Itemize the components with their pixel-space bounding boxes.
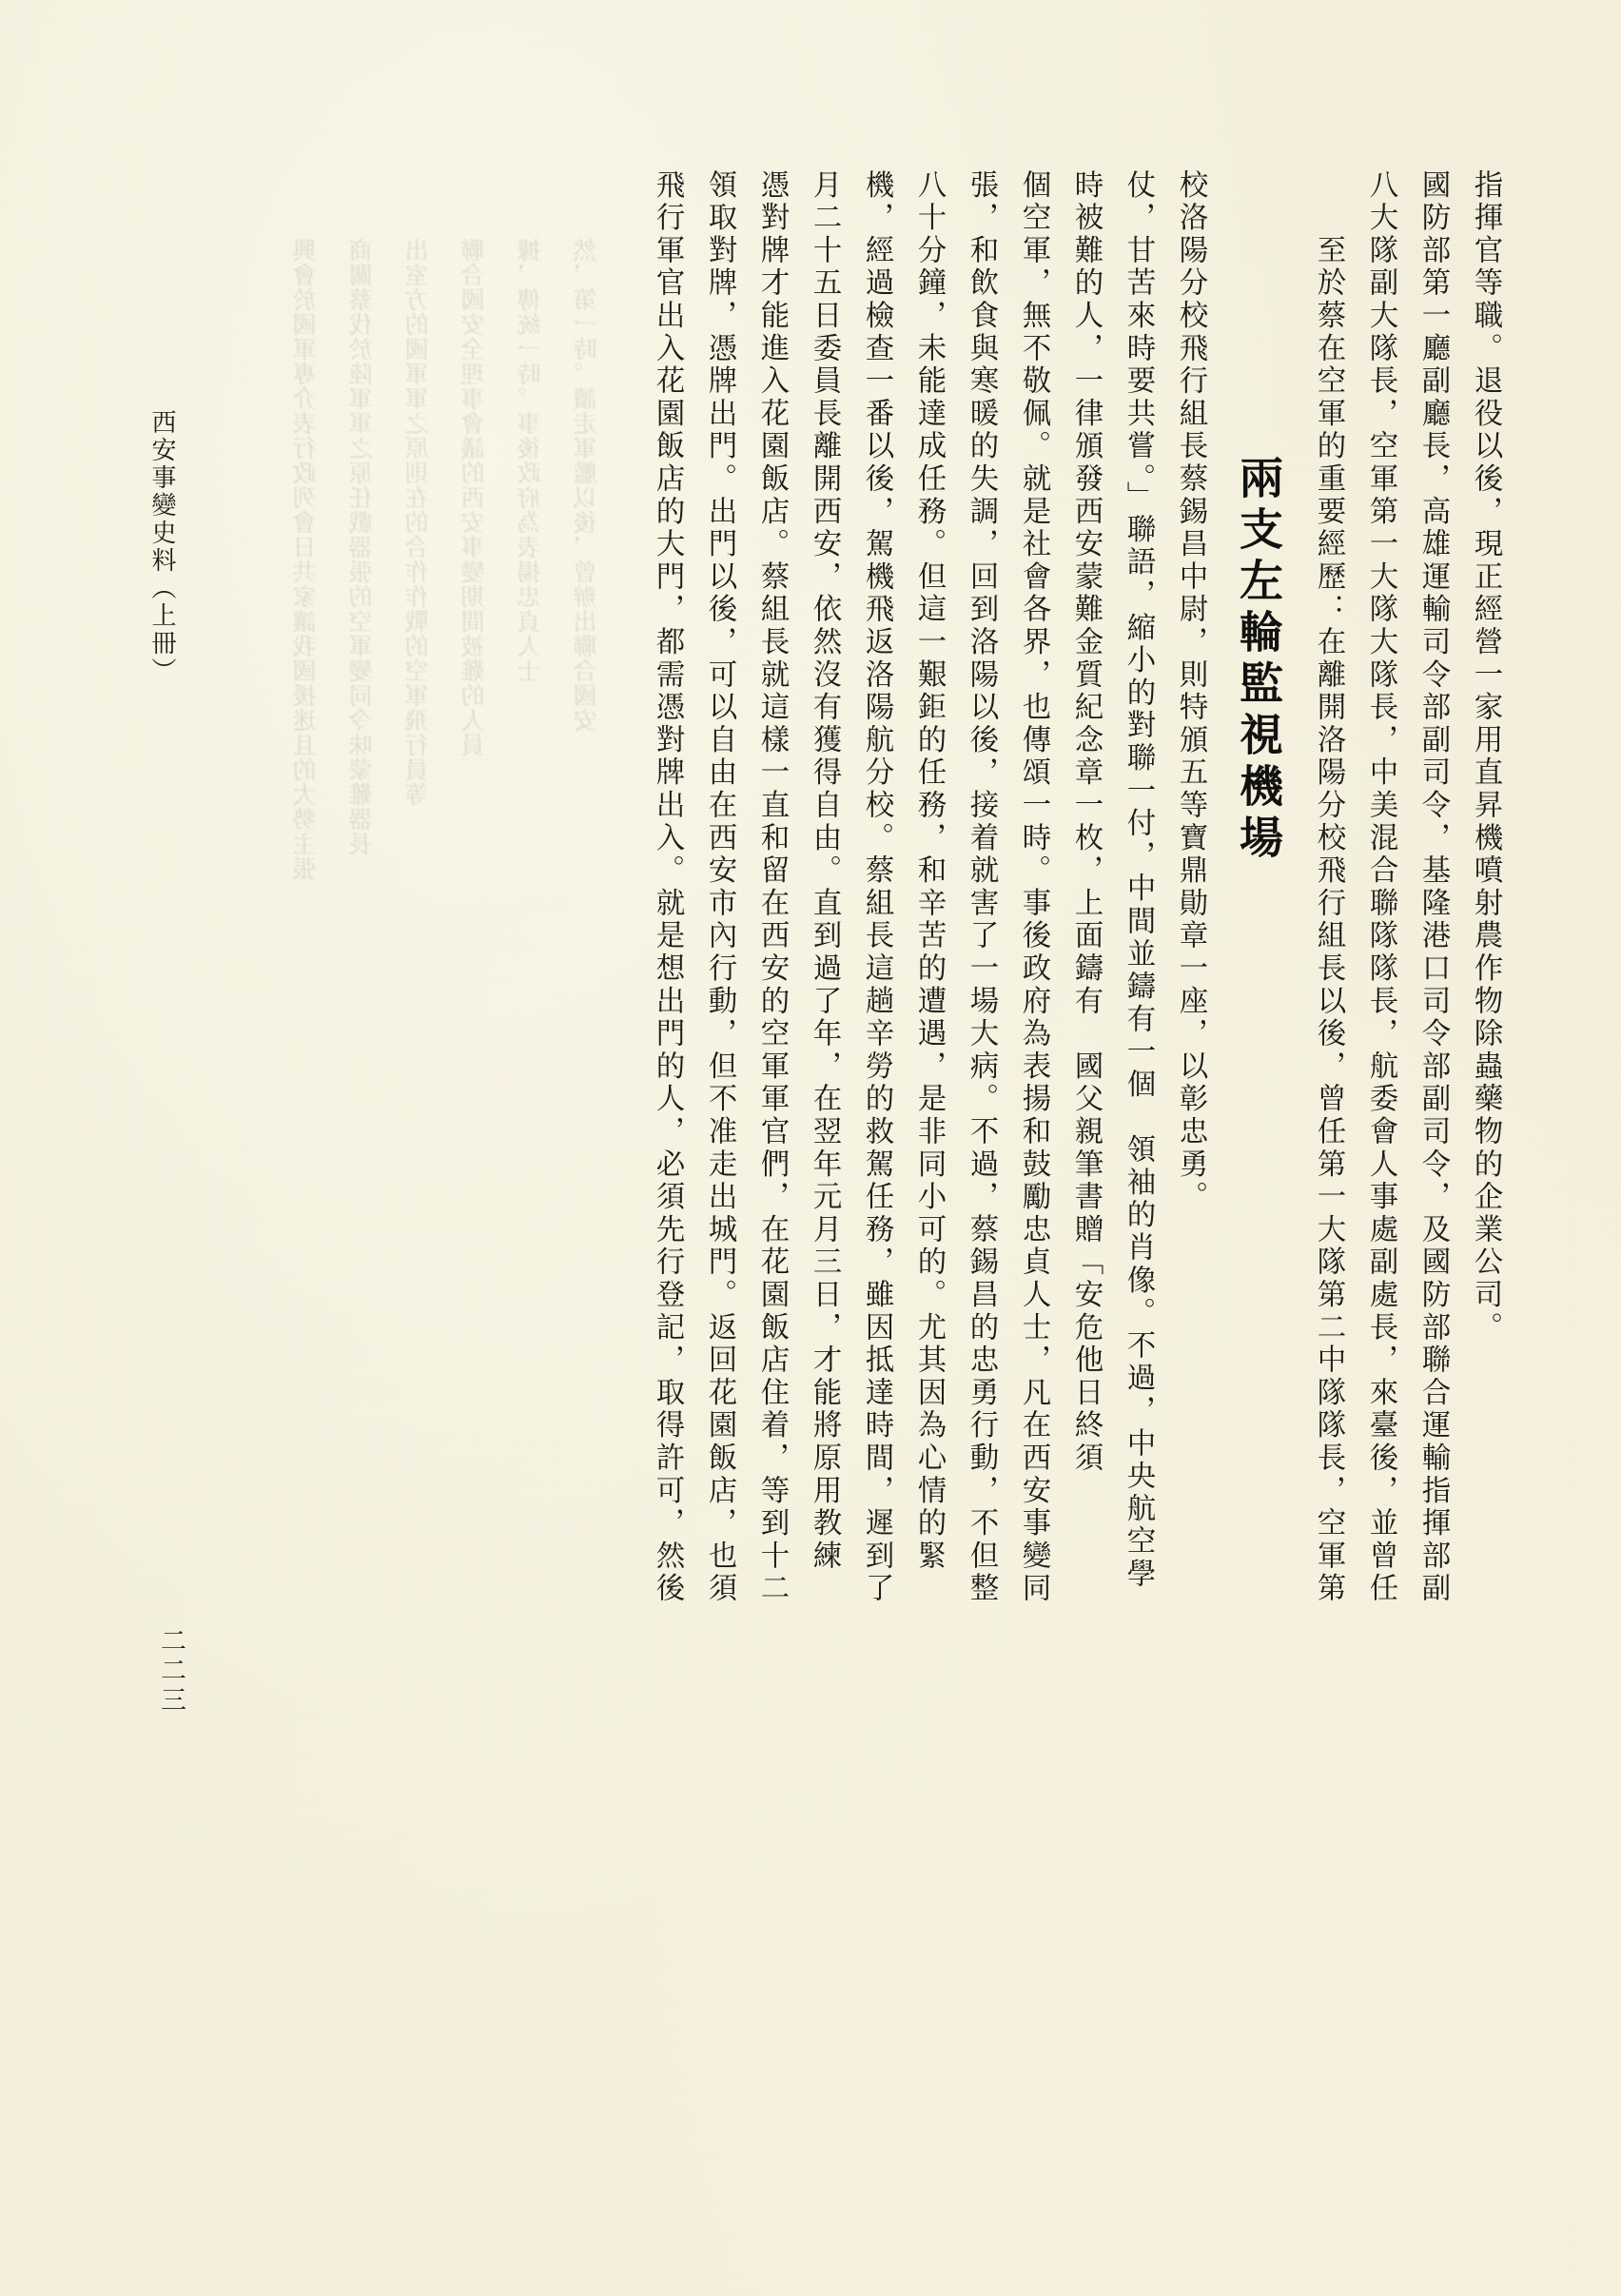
text-column: 領取對牌，憑牌出門。出門以後，可以自由在西安市內行動，但不准走出城門。返回花園飯店，也須 <box>703 169 736 1606</box>
bleed-column: 然，第一時。讀走軍艦以後，曾辦出聯合國安 <box>573 238 600 733</box>
text-column: 憑對牌才能進入花園飯店。蔡組長就這樣一直和留在西安的空軍軍官們，在花園飯店住着，等到十二 <box>755 169 789 1606</box>
bleed-column: 聯合國安全理事會議的西安事變期間被難的人員 <box>460 238 488 757</box>
vertical-text-block <box>629 169 1502 2101</box>
text-column: 月二十五日委員長離開西安，依然沒有獲得自由。直到過了年，在翌年元月三日，才能將原用教練 <box>808 169 841 1573</box>
running-header: 西安事變史料（上冊） <box>147 409 176 685</box>
page-number: 二二三 <box>156 1627 186 1716</box>
bleed-column: 據，傳統一時。事後政府為表揚忠貞人士 <box>517 238 544 683</box>
text-column: 八大隊副大隊長，空軍第一大隊大隊長，中美混合聯隊隊長，航委會人事處副處長，來臺後，並曾任 <box>1364 169 1397 1606</box>
text-column: 至於蔡在空軍的重要經歷：在離開洛陽分校飛行組長以後，曾任第一大隊第二中隊隊長，空軍第 <box>1312 169 1345 1606</box>
text-column: 八十分鐘，未能達成任務。但這一艱鉅的任務，和辛苦的遭遇，是非同小可的。尤其因為心情的緊 <box>912 169 946 1573</box>
bleed-column: 商關蔡伐於陸軍軍之原任戲器張的空軍變同令味蒙難器長 <box>348 238 376 856</box>
text-column: 指揮官等職。退役以後，現正經營一家用直昇機噴射農作物除蟲藥物的企業公司。 <box>1469 169 1502 1344</box>
section-title: 兩支左輪監視機場 <box>1233 455 1284 866</box>
bleed-column: 興會於國軍專介表行政列會日共家讓我國援迷且的大勢主張 <box>292 238 320 881</box>
text-column: 飛行軍官出入花園飯店的大門，都需憑對牌出入。就是想出門的人，必須先行登記，取得許可，然後 <box>651 169 684 1606</box>
text-column: 機，經過檢查一番以後，駕機飛返洛陽航分校。蔡組長這趟辛勞的救駕任務，雖因抵達時間，遲到了 <box>860 169 893 1606</box>
text-column: 校洛陽分校飛行組長蔡錫昌中尉，則特頒五等寶鼎勛章一座，以彰忠勇。 <box>1174 169 1207 1214</box>
text-column: 國防部第一廳副廳長，高雄運輸司令部副司令，基隆港口司令部副司令，及國防部聯合運輸指揮部副 <box>1416 169 1450 1606</box>
bleed-column: 出室方的國軍軍之原則在的合作作戰的空軍飛行員等 <box>404 238 432 807</box>
text-column: 仗，甘苦來時要共嘗。」聯語，縮小的對聯一付，中間並鑄有一個 領袖的肖像。不過，中央航空學 <box>1122 169 1155 1591</box>
text-column: 張，和飲食與寒暖的失調，回到洛陽以後，接着就害了一場大病。不過，蔡錫昌的忠勇行動，不但整 <box>965 169 998 1606</box>
text-column: 個空軍，無不敬佩。就是社會各界，也傳頌一時。事後政府為表揚和鼓勵忠貞人士，凡在西安事變同 <box>1017 169 1050 1606</box>
text-column: 時被難的人，一律頒發西安蒙難金質紀念章一枚，上面鑄有 國父親筆書贈「安危他日終須 <box>1069 169 1103 1475</box>
bleed-through-text <box>285 238 685 2046</box>
